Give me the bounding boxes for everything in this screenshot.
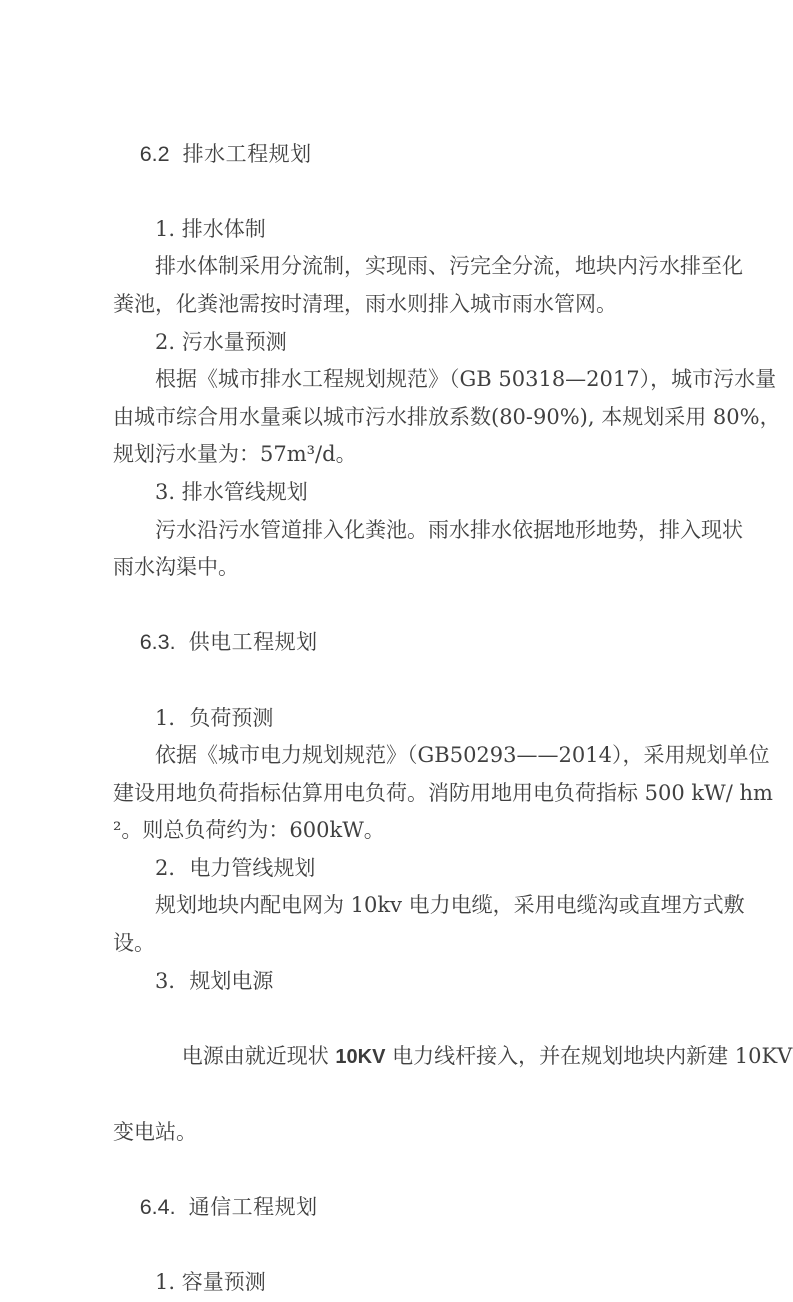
text-line: 变电站。 <box>113 1120 197 1145</box>
text-line: 规划地块内配电网为 10kv 电力电缆，采用电缆沟或直埋方式敷 <box>155 893 745 918</box>
text-line: 雨水沟渠中。 <box>113 555 239 580</box>
text-line <box>113 1000 793 1114</box>
text-line: 根据《城市排水工程规划规范》（GB 50318—2017），城市污水量 <box>155 367 777 392</box>
text-line: ²。则总负荷约为：600kW。 <box>113 818 385 843</box>
section-title: 排水工程规划 <box>182 141 312 166</box>
section-number: 6.2 <box>139 141 170 166</box>
section-number: 6.3. <box>139 630 176 655</box>
text-run: 电力线杆接入，并在规划地块内新建 10KV <box>385 1043 793 1068</box>
section-heading <box>113 1152 693 1265</box>
text-line: 排水体制采用分流制，实现雨、污完全分流，地块内污水排至化 <box>155 254 743 279</box>
text-line: 由城市综合用水量乘以城市污水排放系数(80-90%), 本规划采用 80%， <box>113 404 781 429</box>
text-line: 设。 <box>113 931 155 956</box>
subheading: 2. 污水量预测 <box>155 329 287 354</box>
section-number: 6.4. <box>139 1195 176 1220</box>
subheading: 1．负荷预测 <box>155 705 274 730</box>
subheading: 1. 排水体制 <box>155 216 266 241</box>
text-run: 电源由就近现状 <box>181 1043 336 1068</box>
section-title: 供电工程规划 <box>188 630 318 655</box>
subheading: 1. 容量预测 <box>155 1270 266 1295</box>
section-heading <box>113 587 693 700</box>
text-line: 依据《城市电力规划规范》（GB50293——2014），采用规划单位 <box>155 743 770 768</box>
subheading: 2．电力管线规划 <box>155 855 316 880</box>
section-heading <box>113 98 693 211</box>
subheading: 3. 排水管线规划 <box>155 479 308 504</box>
text-line: 规划污水量为：57m³/d。 <box>113 442 357 467</box>
text-line: 建设用地负荷指标估算用电负荷。消防用地用电负荷指标 500 kW/ hm <box>113 780 773 805</box>
text-run-10kv: 10KV <box>335 1045 386 1068</box>
text-line: 粪池，化粪池需按时清理，雨水则排入城市雨水管网。 <box>113 291 617 316</box>
text-line: 污水沿污水管道排入化粪池。雨水排水依据地形地势，排入现状 <box>155 517 743 542</box>
section-title: 通信工程规划 <box>188 1195 318 1220</box>
subheading: 3．规划电源 <box>155 968 274 993</box>
